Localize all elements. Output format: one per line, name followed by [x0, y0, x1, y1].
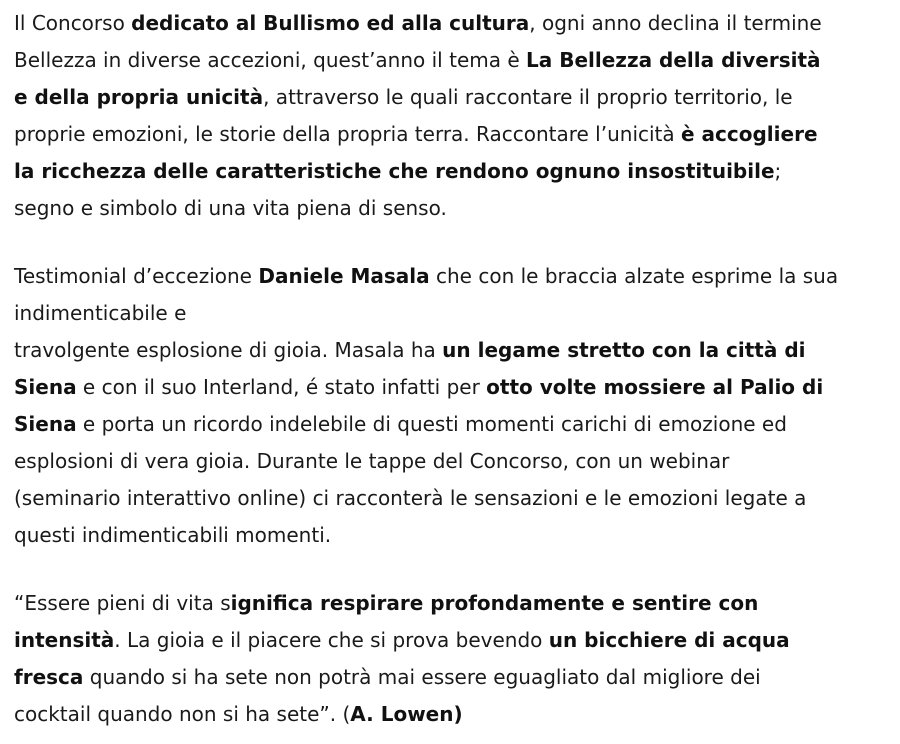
text-segment: travolgente esplosione di gioia. Masala ha — [14, 338, 443, 362]
text-segment: , ogni anno declina il termine — [529, 11, 822, 35]
text-line — [14, 406, 886, 443]
paragraph-contest-theme — [14, 5, 886, 227]
quote-author: A. Lowen) — [350, 702, 463, 726]
paragraph-spacer — [14, 227, 886, 258]
bold-text: è accogliere — [681, 122, 818, 146]
text-segment: e con il suo Interland, é stato infatti per — [76, 375, 487, 399]
text-line — [14, 190, 886, 227]
text-line — [14, 696, 886, 733]
bold-text: La Bellezza della diversità — [526, 48, 821, 72]
text-segment: segno e simbolo di una vita piena di senso. — [14, 196, 447, 220]
testimonial-name: Daniele Masala — [258, 264, 430, 288]
text-segment: Testimonial d’eccezione — [14, 264, 259, 288]
text-line — [14, 258, 886, 295]
text-segment: “Essere pieni di vita s — [14, 591, 231, 615]
bold-text: Siena — [14, 412, 77, 436]
text-line — [14, 622, 886, 659]
text-line — [14, 585, 886, 622]
text-segment: Il Concorso — [14, 11, 132, 35]
text-line — [14, 79, 886, 116]
paragraph-spacer — [14, 554, 886, 585]
text-segment: e porta un ricordo indelebile di questi momenti carichi di emozione ed — [76, 412, 787, 436]
text-segment: quando si ha sete non potrà mai essere eguagliato dal migliore dei — [83, 665, 761, 689]
text-line — [14, 480, 886, 517]
bold-text: e della propria unicità — [14, 85, 264, 109]
text-line — [14, 5, 886, 42]
bold-text: dedicato al Bullismo ed alla cultura — [131, 11, 530, 35]
text-segment: cocktail quando non si ha sete”. ( — [14, 702, 351, 726]
text-line — [14, 517, 886, 554]
paragraph-quote — [14, 585, 886, 733]
text-segment: , attraverso le quali raccontare il proprio territorio, le — [263, 85, 793, 109]
text-line — [14, 42, 886, 79]
bold-text: fresca — [14, 665, 84, 689]
text-line — [14, 332, 886, 369]
text-segment: questi indimenticabili momenti. — [14, 523, 332, 547]
text-line — [14, 295, 886, 332]
bold-text: Siena — [14, 375, 77, 399]
text-segment: indimenticabile e — [14, 301, 187, 325]
text-segment: che con le braccia alzate esprime la sua — [429, 264, 839, 288]
text-segment: (seminario interattivo online) ci racconterà le sensazioni e le emozioni legate a — [14, 486, 807, 510]
text-line — [14, 153, 886, 190]
bold-text: un bicchiere di acqua — [548, 628, 790, 652]
text-segment: proprie emozioni, le storie della propria terra. Raccontare l’unicità — [14, 122, 682, 146]
text-segment: . La gioia e il piacere che si prova bevendo — [114, 628, 549, 652]
text-segment: esplosioni di vera gioia. Durante le tappe del Concorso, con un webinar — [14, 449, 730, 473]
text-line — [14, 116, 886, 153]
bold-text: otto volte mossiere al Palio di — [486, 375, 824, 399]
paragraph-testimonial — [14, 258, 886, 554]
text-segment: Bellezza in diverse accezioni, quest’anno il tema è — [14, 48, 527, 72]
bold-text: la ricchezza delle caratteristiche che rendono ognuno insostituibile — [14, 159, 775, 183]
bold-text: ignifica respirare profondamente e sentire con — [230, 591, 759, 615]
bold-text: un legame stretto con la città di — [442, 338, 806, 362]
text-line — [14, 369, 886, 406]
text-line — [14, 443, 886, 480]
text-line — [14, 659, 886, 696]
bold-text: intensità — [14, 628, 115, 652]
text-segment: ; — [774, 159, 782, 183]
